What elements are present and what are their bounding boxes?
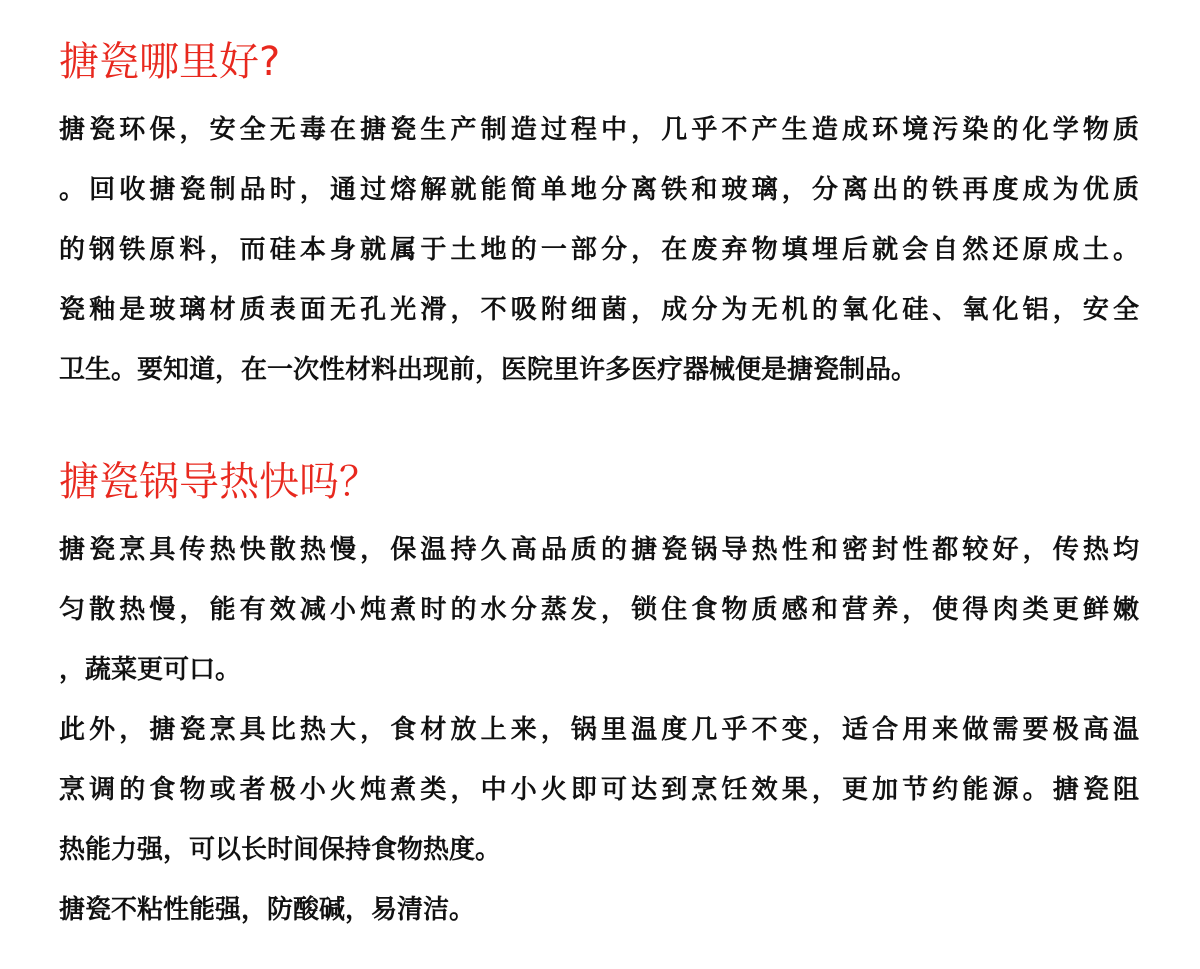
paragraph-line: 此外，搪瓷烹具比热大，食材放上来，锅里温度几乎不变，适合用来做需要极高温 xyxy=(59,715,1139,745)
paragraph-line: 搪瓷烹具传热快散热慢，保温持久高品质的搪瓷锅导热性和密封性都较好，传热均 xyxy=(59,535,1139,565)
section-title-heat-conduction: 搪瓷锅导热快吗？ xyxy=(59,459,379,505)
paragraph-line: 匀散热慢，能有效减小炖煮时的水分蒸发，锁住食物质感和营养，使得肉类更鲜嫩 xyxy=(59,595,1139,625)
paragraph-line: 烹调的食物或者极小火炖煮类，中小火即可达到烹饪效果，更加节约能源。搪瓷阻 xyxy=(59,775,1139,805)
paragraph-line: 搪瓷环保，安全无毒在搪瓷生产制造过程中，几乎不产生造成环境污染的化学物质 xyxy=(59,115,1139,145)
paragraph-line: ，蔬菜更可口。 xyxy=(59,655,242,685)
section-title-enamel-benefits: 搪瓷哪里好? xyxy=(59,39,281,85)
paragraph-line: 瓷釉是玻璃材质表面无孔光滑，不吸附细菌，成分为无机的氧化硅、氧化铝，安全 xyxy=(59,295,1139,325)
paragraph-line: 的钢铁原料，而硅本身就属于土地的一部分，在废弃物填埋后就会自然还原成土。 xyxy=(59,235,1139,265)
paragraph-line: 卫生。要知道，在一次性材料出现前，医院里许多医疗器械便是搪瓷制品。 xyxy=(59,355,918,385)
paragraph-line: 搪瓷不粘性能强，防酸碱，易清洁。 xyxy=(59,895,476,925)
paragraph-line: 。回收搪瓷制品时，通过熔解就能简单地分离铁和玻璃，分离出的铁再度成为优质 xyxy=(59,175,1139,205)
paragraph-line: 热能力强，可以长时间保持食物热度。 xyxy=(59,835,502,865)
